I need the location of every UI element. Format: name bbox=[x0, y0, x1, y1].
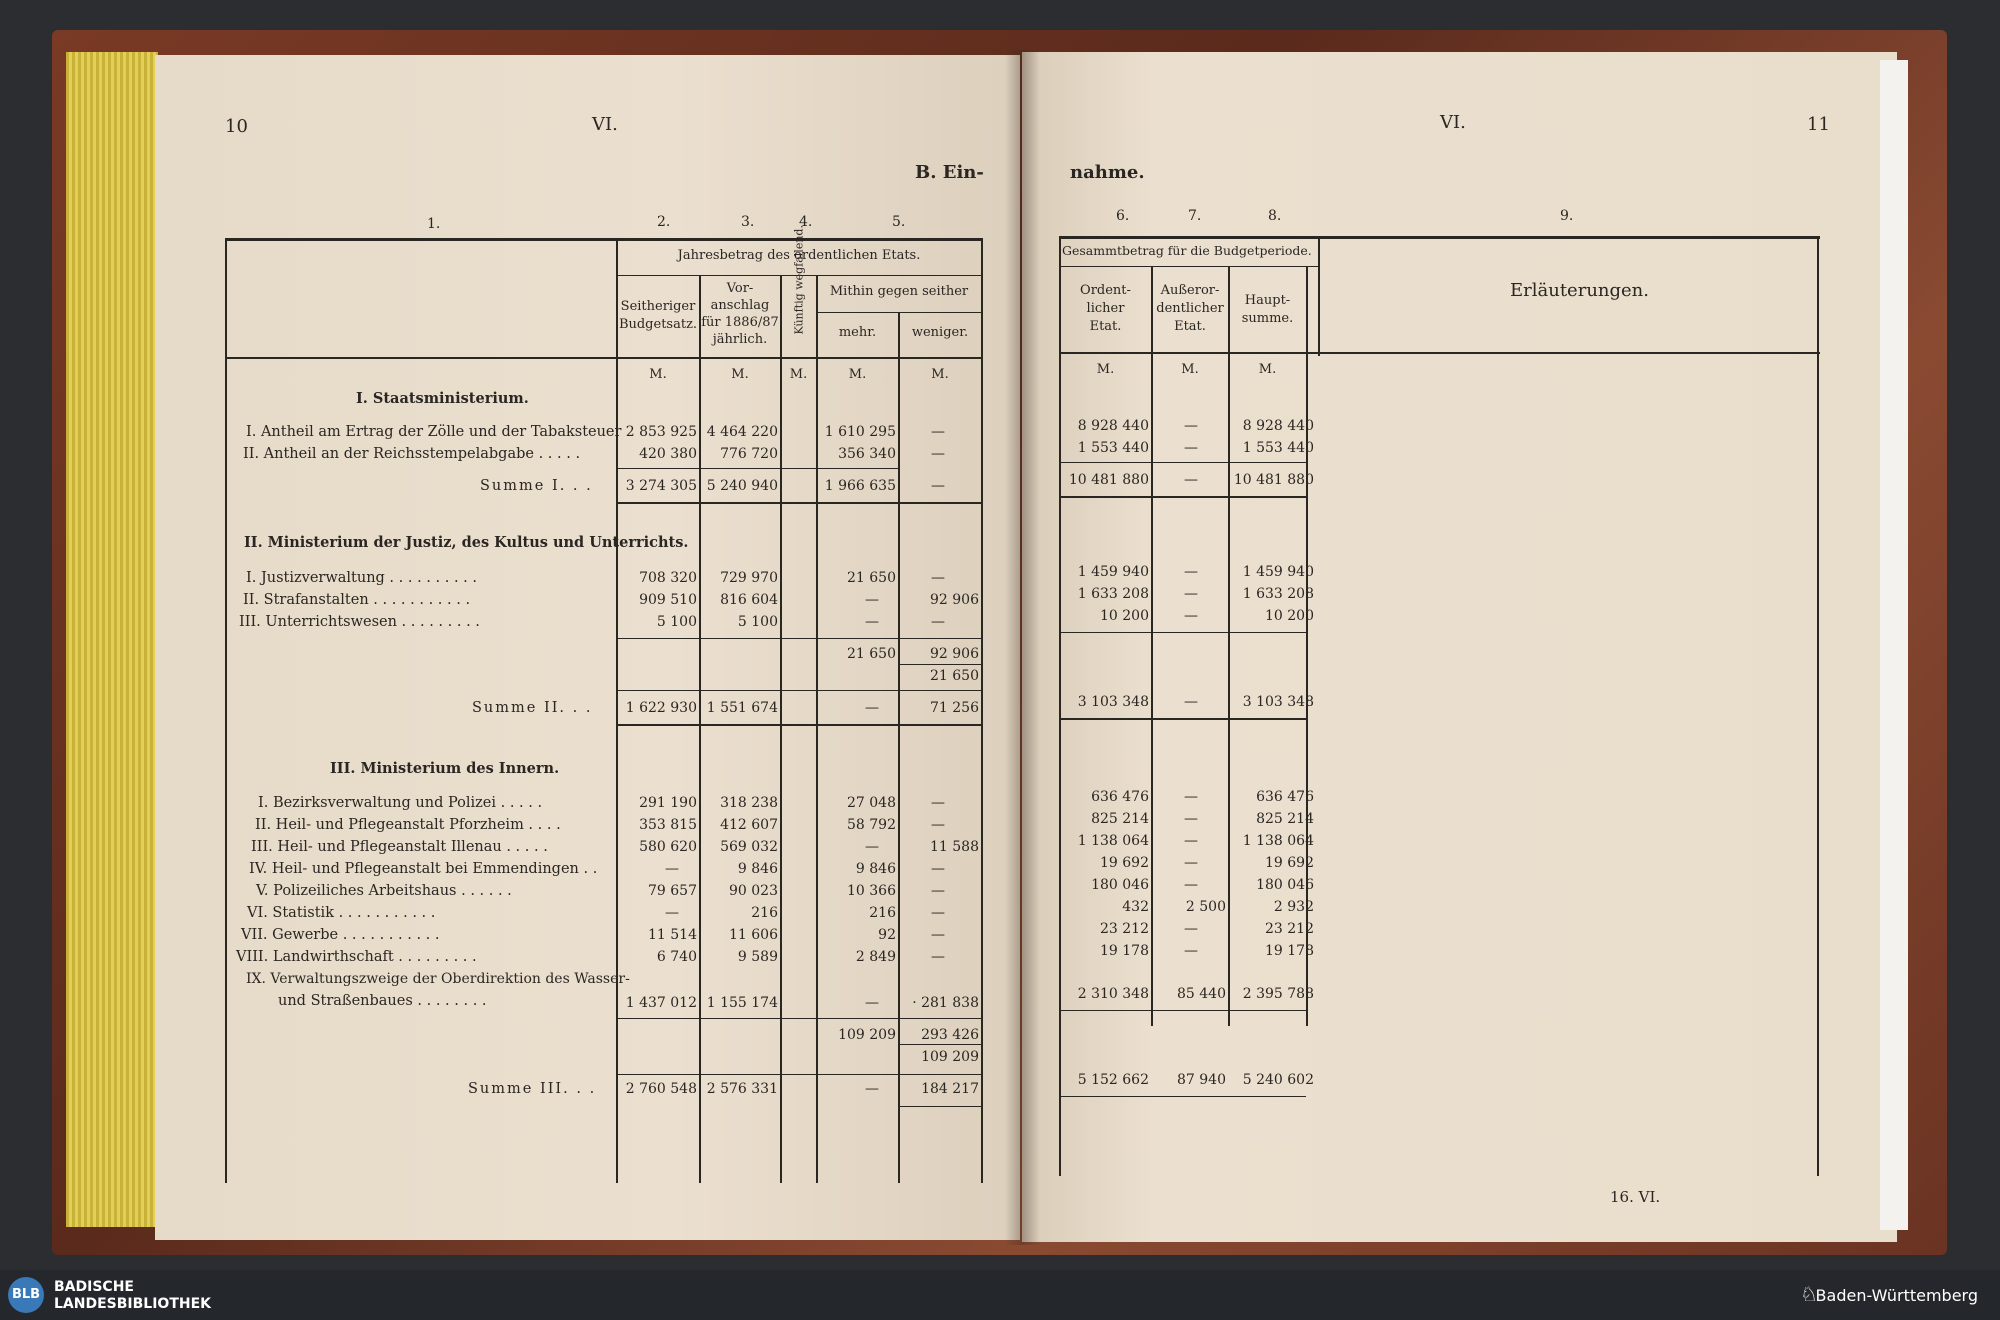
cell-mehr: — bbox=[865, 839, 879, 855]
library-name-line-2: LANDESBIBLIOTHEK bbox=[54, 1296, 212, 1312]
cell-voranschlag: 816 604 bbox=[720, 592, 778, 608]
cell-seitheriger: — bbox=[665, 861, 679, 877]
state-lions-icon: ♘ bbox=[1800, 1282, 1818, 1306]
cell-weniger: 71 256 bbox=[930, 700, 979, 716]
right-frame-line-right bbox=[1817, 236, 1819, 1176]
cell-seitheriger: 5 100 bbox=[656, 614, 697, 630]
library-name-line-1: BADISCHE bbox=[54, 1279, 134, 1295]
section-rule bbox=[1060, 496, 1306, 498]
subtotal-weniger: 92 906 bbox=[930, 646, 979, 662]
cell-ordentlich: 636 476 bbox=[1091, 789, 1149, 805]
cell-ordentlich: 825 214 bbox=[1091, 811, 1149, 827]
cell-haupt: 10 200 bbox=[1265, 608, 1314, 624]
cell-ordentlich: 23 212 bbox=[1100, 921, 1149, 937]
cell-mehr: — bbox=[865, 995, 879, 1011]
unit-marker: M. bbox=[789, 367, 808, 382]
cell-seitheriger: 3 274 305 bbox=[625, 478, 697, 494]
cell-haupt: 1 553 440 bbox=[1242, 440, 1314, 456]
cell-ausserordentlich: 87 940 bbox=[1177, 1072, 1226, 1088]
cell-haupt: 2 395 788 bbox=[1242, 986, 1314, 1002]
cell-weniger: — bbox=[931, 905, 945, 921]
unit-marker: M. bbox=[649, 367, 667, 382]
cell-seitheriger: 580 620 bbox=[639, 839, 697, 855]
col-mehr: mehr. bbox=[838, 325, 877, 340]
subtotal-weniger-2: 109 209 bbox=[921, 1049, 979, 1065]
cell-ausserordentlich: — bbox=[1184, 472, 1198, 488]
left-col-divider-3 bbox=[780, 275, 782, 1183]
col-kuenftig bbox=[793, 289, 806, 335]
partner-name[interactable]: Baden-Württemberg bbox=[1815, 1286, 1978, 1305]
sum-rule bbox=[617, 1074, 981, 1075]
section-title-2: II. Ministerium der Justiz, des Kultus und Unterrichts. bbox=[244, 534, 689, 551]
cell-mehr: 2 849 bbox=[855, 949, 896, 965]
cell-voranschlag: 1 155 174 bbox=[706, 995, 778, 1011]
cell-weniger: — bbox=[931, 861, 945, 877]
cell-voranschlag: 318 238 bbox=[720, 795, 778, 811]
cell-ausserordentlich: — bbox=[1184, 586, 1198, 602]
cell-ausserordentlich: — bbox=[1184, 440, 1198, 456]
left-table-header-rule bbox=[225, 357, 982, 359]
sum-rule bbox=[899, 1106, 981, 1107]
cell-mehr: 21 650 bbox=[847, 570, 896, 586]
cell-seitheriger: 79 657 bbox=[648, 883, 697, 899]
cell-weniger: — bbox=[931, 478, 945, 494]
sum-rule bbox=[1060, 1010, 1306, 1011]
col-number-5: 5. bbox=[892, 214, 906, 230]
col-ordentlich: Ordent- licher Etat. bbox=[1080, 283, 1131, 334]
cell-mehr: 1 610 295 bbox=[824, 424, 896, 440]
cell-mehr: 92 bbox=[878, 927, 896, 943]
unit-marker: M. bbox=[1096, 362, 1115, 377]
cell-haupt: 19 178 bbox=[1265, 943, 1314, 959]
cell-seitheriger: 909 510 bbox=[639, 592, 697, 608]
cell-ordentlich: 180 046 bbox=[1091, 877, 1149, 893]
right-page-number: 11 bbox=[1807, 114, 1830, 135]
col-voranschlag: Vor- anschlag für 1886/87 jährlich. bbox=[701, 281, 779, 347]
row-label: I. Antheil am Ertrag der Zölle und der Tabaksteuer bbox=[246, 424, 622, 440]
subtotal-mehr: 21 650 bbox=[847, 646, 896, 662]
cell-haupt: 5 240 602 bbox=[1242, 1072, 1314, 1088]
cell-weniger: — bbox=[931, 949, 945, 965]
cell-mehr: 10 366 bbox=[847, 883, 896, 899]
row-label: II. Strafanstalten . . . . . . . . . . . bbox=[243, 592, 471, 608]
subtotal-mehr: 109 209 bbox=[838, 1027, 896, 1043]
section-title-1: I. Staatsministerium. bbox=[356, 390, 529, 407]
col-number-2: 2. bbox=[657, 214, 671, 230]
row-label: V. Polizeiliches Arbeitshaus . . . . . . bbox=[256, 883, 512, 899]
section-rule bbox=[617, 724, 981, 726]
sub-rule bbox=[899, 1044, 981, 1045]
cell-haupt: 1 138 064 bbox=[1242, 833, 1314, 849]
left-frame-line bbox=[225, 238, 227, 1183]
col-number-9: 9. bbox=[1560, 208, 1574, 224]
cell-weniger: — bbox=[931, 883, 945, 899]
row-label: IV. Heil- und Pflegeanstalt bei Emmendingen . . bbox=[249, 861, 598, 877]
cell-weniger: — bbox=[931, 927, 945, 943]
cell-ordentlich: 8 928 440 bbox=[1077, 418, 1149, 434]
cell-ausserordentlich: — bbox=[1184, 694, 1198, 710]
cell-ausserordentlich: — bbox=[1184, 855, 1198, 871]
cell-mehr: 356 340 bbox=[838, 446, 896, 462]
subtotal-weniger: 293 426 bbox=[921, 1027, 979, 1043]
cell-weniger: — bbox=[931, 446, 945, 462]
cell-seitheriger: 2 760 548 bbox=[625, 1081, 697, 1097]
cell-seitheriger: 291 190 bbox=[639, 795, 697, 811]
cell-ordentlich: 10 481 880 bbox=[1068, 472, 1149, 488]
cell-ordentlich: 10 200 bbox=[1100, 608, 1149, 624]
col-number-1: 1. bbox=[427, 216, 441, 232]
right-table-header-rule bbox=[1060, 352, 1820, 354]
page-edges bbox=[66, 52, 158, 1227]
sub-rule bbox=[617, 1018, 981, 1019]
cell-mehr: — bbox=[865, 1081, 879, 1097]
cell-ordentlich: 3 103 348 bbox=[1077, 694, 1149, 710]
col-seitheriger: Seitheriger Budgetsatz. bbox=[618, 299, 698, 332]
cell-seitheriger: 11 514 bbox=[648, 927, 697, 943]
cell-ausserordentlich: — bbox=[1184, 877, 1198, 893]
cell-weniger: · 281 838 bbox=[912, 995, 979, 1011]
left-mithin-rule bbox=[818, 312, 982, 313]
right-page bbox=[1022, 52, 1897, 1242]
sub-rule bbox=[617, 638, 981, 639]
row-label-cont: und Straßenbaues . . . . . . . . bbox=[278, 993, 487, 1009]
section-heading-left: B. Ein- bbox=[915, 162, 984, 183]
cell-ausserordentlich: — bbox=[1184, 608, 1198, 624]
sub-rule bbox=[899, 664, 981, 665]
section-rule bbox=[617, 502, 981, 504]
cell-weniger: 92 906 bbox=[930, 592, 979, 608]
row-label: IX. Verwaltungszweige der Oberdirektion des Wasser- bbox=[246, 971, 630, 987]
cell-seitheriger: 353 815 bbox=[639, 817, 697, 833]
cell-voranschlag: 11 606 bbox=[729, 927, 778, 943]
cell-weniger: — bbox=[931, 817, 945, 833]
cell-haupt: 636 476 bbox=[1256, 789, 1314, 805]
cell-weniger: 184 217 bbox=[921, 1081, 979, 1097]
signature-mark: 16. VI. bbox=[1610, 1188, 1661, 1206]
cell-ordentlich: 5 152 662 bbox=[1077, 1072, 1149, 1088]
left-col-divider-2 bbox=[699, 275, 701, 1183]
library-name[interactable] bbox=[54, 1279, 211, 1313]
cell-haupt: 10 481 880 bbox=[1233, 472, 1314, 488]
cell-weniger: — bbox=[931, 424, 945, 440]
cell-mehr: 1 966 635 bbox=[824, 478, 896, 494]
unit-marker: M. bbox=[848, 367, 867, 382]
cell-ausserordentlich: 85 440 bbox=[1177, 986, 1226, 1002]
row-label: II. Heil- und Pflegeanstalt Pforzheim . . . . bbox=[255, 817, 561, 833]
right-col-divider-4 bbox=[1318, 236, 1320, 356]
left-roman: VI. bbox=[592, 114, 618, 135]
right-roman: VI. bbox=[1440, 112, 1466, 133]
cell-ausserordentlich: — bbox=[1184, 833, 1198, 849]
cell-haupt: 1 633 208 bbox=[1242, 586, 1314, 602]
cell-haupt: 1 459 940 bbox=[1242, 564, 1314, 580]
row-label: VI. Statistik . . . . . . . . . . . bbox=[247, 905, 436, 921]
row-label: III. Unterrichtswesen . . . . . . . . . bbox=[239, 614, 480, 630]
right-header-group: Gesammtbetrag für die Budgetperiode. bbox=[1062, 243, 1312, 258]
cell-voranschlag: 90 023 bbox=[729, 883, 778, 899]
sum-label: Summe I. . . bbox=[480, 478, 593, 494]
cell-seitheriger: — bbox=[665, 905, 679, 921]
row-label: I. Justizverwaltung . . . . . . . . . . bbox=[246, 570, 478, 586]
cell-seitheriger: 1 437 012 bbox=[625, 995, 697, 1011]
cell-weniger: — bbox=[931, 570, 945, 586]
cell-ausserordentlich: — bbox=[1184, 921, 1198, 937]
cell-haupt: 23 212 bbox=[1265, 921, 1314, 937]
cell-mehr: 58 792 bbox=[847, 817, 896, 833]
cell-voranschlag: 569 032 bbox=[720, 839, 778, 855]
col-weniger: weniger. bbox=[911, 325, 969, 340]
cell-seitheriger: 420 380 bbox=[639, 446, 697, 462]
right-table-top-rule bbox=[1060, 236, 1820, 239]
cell-voranschlag: 9 846 bbox=[737, 861, 778, 877]
cell-ordentlich: 1 459 940 bbox=[1077, 564, 1149, 580]
cell-voranschlag: 2 576 331 bbox=[706, 1081, 778, 1097]
cell-haupt: 2 932 bbox=[1273, 899, 1314, 915]
unit-marker: M. bbox=[1258, 362, 1277, 377]
cell-ausserordentlich: 2 500 bbox=[1185, 899, 1226, 915]
col-mithin: Mithin gegen seither bbox=[829, 284, 969, 299]
cell-seitheriger: 2 853 925 bbox=[625, 424, 697, 440]
unit-marker: M. bbox=[731, 367, 749, 382]
cell-voranschlag: 5 100 bbox=[737, 614, 778, 630]
unit-marker: M. bbox=[931, 367, 949, 382]
cell-voranschlag: 776 720 bbox=[720, 446, 778, 462]
sum-rule bbox=[1060, 632, 1306, 633]
sum-rule bbox=[1060, 462, 1306, 463]
cell-mehr: — bbox=[865, 700, 879, 716]
col-number-7: 7. bbox=[1188, 208, 1202, 224]
cell-ausserordentlich: — bbox=[1184, 789, 1198, 805]
cell-voranschlag: 216 bbox=[751, 905, 778, 921]
cell-haupt: 180 046 bbox=[1256, 877, 1314, 893]
cell-voranschlag: 729 970 bbox=[720, 570, 778, 586]
cell-haupt: 8 928 440 bbox=[1242, 418, 1314, 434]
row-label: VII. Gewerbe . . . . . . . . . . . bbox=[241, 927, 440, 943]
cell-mehr: 216 bbox=[869, 905, 896, 921]
row-label: VIII. Landwirthschaft . . . . . . . . . bbox=[236, 949, 477, 965]
col-erlaeuterungen: Erläuterungen. bbox=[1510, 280, 1649, 301]
blb-logo-icon[interactable]: BLB bbox=[8, 1277, 44, 1313]
cell-ordentlich: 19 178 bbox=[1100, 943, 1149, 959]
cell-seitheriger: 6 740 bbox=[656, 949, 697, 965]
cell-ordentlich: 1 138 064 bbox=[1077, 833, 1149, 849]
cell-seitheriger: 1 622 930 bbox=[625, 700, 697, 716]
paper-strip bbox=[1880, 60, 1908, 1230]
cell-ordentlich: 1 553 440 bbox=[1077, 440, 1149, 456]
col-number-4: 4. bbox=[799, 214, 813, 230]
left-page-number: 10 bbox=[225, 116, 248, 137]
cell-ordentlich: 2 310 348 bbox=[1077, 986, 1149, 1002]
left-frame-line-right bbox=[981, 238, 983, 1183]
cell-mehr: 27 048 bbox=[847, 795, 896, 811]
sum-rule bbox=[1060, 1096, 1306, 1097]
cell-haupt: 825 214 bbox=[1256, 811, 1314, 827]
col-number-3: 3. bbox=[741, 214, 755, 230]
cell-ausserordentlich: — bbox=[1184, 811, 1198, 827]
cell-voranschlag: 4 464 220 bbox=[706, 424, 778, 440]
row-label: II. Antheil an der Reichsstempelabgabe . . . . . bbox=[243, 446, 581, 462]
cell-ausserordentlich: — bbox=[1184, 418, 1198, 434]
cell-ordentlich: 432 bbox=[1122, 899, 1149, 915]
viewer-footer bbox=[0, 1270, 2000, 1320]
cell-voranschlag: 9 589 bbox=[737, 949, 778, 965]
cell-ordentlich: 1 633 208 bbox=[1077, 586, 1149, 602]
cell-ausserordentlich: — bbox=[1184, 943, 1198, 959]
row-label: I. Bezirksverwaltung und Polizei . . . . . bbox=[258, 795, 543, 811]
cell-weniger: — bbox=[931, 795, 945, 811]
sum-label: Summe II. . . bbox=[472, 700, 593, 716]
cell-seitheriger: 708 320 bbox=[639, 570, 697, 586]
cell-voranschlag: 412 607 bbox=[720, 817, 778, 833]
left-table-top-rule bbox=[225, 238, 982, 241]
section-rule bbox=[1060, 718, 1306, 720]
cell-haupt: 19 692 bbox=[1265, 855, 1314, 871]
section-title-3: III. Ministerium des Innern. bbox=[330, 760, 560, 777]
left-col-divider-4 bbox=[816, 275, 818, 1183]
unit-marker: M. bbox=[1181, 362, 1199, 377]
row-label: III. Heil- und Pflegeanstalt Illenau . . . . . bbox=[251, 839, 548, 855]
col-number-8: 8. bbox=[1268, 208, 1282, 224]
right-group-rule bbox=[1060, 266, 1318, 267]
cell-mehr: — bbox=[865, 614, 879, 630]
sum-rule bbox=[617, 690, 981, 691]
col-haupt: Haupt- summe. bbox=[1241, 293, 1294, 326]
cell-mehr: — bbox=[865, 592, 879, 608]
sum-rule bbox=[617, 468, 898, 469]
subtotal-weniger-2: 21 650 bbox=[930, 668, 979, 684]
section-heading-right: nahme. bbox=[1070, 162, 1145, 183]
cell-ordentlich: 19 692 bbox=[1100, 855, 1149, 871]
cell-voranschlag: 1 551 674 bbox=[706, 700, 778, 716]
cell-weniger: 11 588 bbox=[930, 839, 979, 855]
cell-voranschlag: 5 240 940 bbox=[706, 478, 778, 494]
cell-mehr: 9 846 bbox=[855, 861, 896, 877]
cell-ausserordentlich: — bbox=[1184, 564, 1198, 580]
col-number-6: 6. bbox=[1116, 208, 1130, 224]
col-ausserordentlich: Außeror- dentlicher Etat. bbox=[1156, 283, 1224, 334]
left-header-group: Jahresbetrag des ordentlichen Etats. bbox=[677, 248, 921, 263]
cell-weniger: — bbox=[931, 614, 945, 630]
cell-haupt: 3 103 348 bbox=[1242, 694, 1314, 710]
spine-shadow bbox=[1005, 50, 1040, 1245]
sum-label: Summe III. . . bbox=[468, 1081, 597, 1097]
